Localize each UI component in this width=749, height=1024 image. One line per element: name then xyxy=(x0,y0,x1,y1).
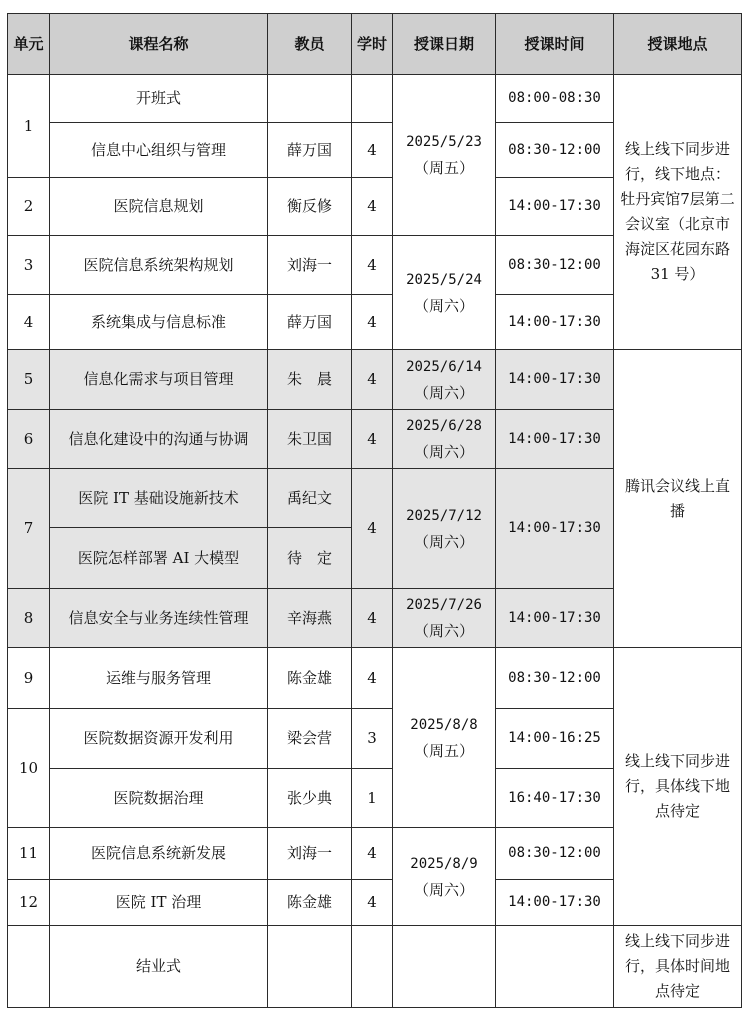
time-cell: 08:00-08:30 xyxy=(496,75,614,123)
hours-cell xyxy=(352,75,393,123)
teacher-cell: 薛万国 xyxy=(268,295,352,350)
teacher-cell: 陈金雄 xyxy=(268,648,352,709)
teacher-cell: 朱卫国 xyxy=(268,410,352,469)
location-cell: 线上线下同步进行，具体线下地点待定 xyxy=(614,648,742,926)
header-teacher: 教员 xyxy=(268,14,352,75)
time-cell: 08:30-12:00 xyxy=(496,648,614,709)
unit-cell: 10 xyxy=(8,709,50,828)
date-value: 2025/8/9 xyxy=(410,855,478,872)
date-cell xyxy=(393,236,496,350)
course-schedule-table xyxy=(7,13,742,1008)
date-cell xyxy=(393,589,496,648)
header-date: 授课日期 xyxy=(393,14,496,75)
unit-cell: 7 xyxy=(8,469,50,589)
teacher-cell: 辛海燕 xyxy=(268,589,352,648)
course-cell: 信息中心组织与管理 xyxy=(50,123,268,178)
teacher-cell: 陈金雄 xyxy=(268,880,352,926)
teacher-cell: 薛万国 xyxy=(268,123,352,178)
teacher-cell: 衡反修 xyxy=(268,178,352,236)
course-cell: 信息化需求与项目管理 xyxy=(50,350,268,410)
table-row xyxy=(8,926,742,1008)
table-row xyxy=(8,75,742,123)
location-cell: 腾讯会议线上直播 xyxy=(614,350,742,648)
date-value: 2025/5/23 xyxy=(406,134,482,150)
unit-cell xyxy=(8,926,50,1008)
time-cell: 14:00-17:30 xyxy=(496,295,614,350)
date-cell xyxy=(393,828,496,926)
teacher-cell: 梁会营 xyxy=(268,709,352,769)
date-cell xyxy=(393,350,496,410)
date-value: 2025/6/28 xyxy=(406,418,482,434)
header-course: 课程名称 xyxy=(50,14,268,75)
date-value: 2025/8/8 xyxy=(410,716,478,733)
weekday-value: （周六） xyxy=(413,532,474,551)
teacher-cell xyxy=(268,926,352,1008)
weekday-value: （周六） xyxy=(413,296,474,315)
course-cell: 系统集成与信息标准 xyxy=(50,295,268,350)
hours-cell: 4 xyxy=(352,469,393,589)
date-value: 2025/7/26 xyxy=(406,597,482,613)
date-value: 2025/6/14 xyxy=(406,358,482,375)
hours-cell: 4 xyxy=(352,178,393,236)
date-cell xyxy=(393,410,496,469)
header-row xyxy=(8,14,742,75)
time-cell: 08:30-12:00 xyxy=(496,828,614,880)
date-cell xyxy=(393,926,496,1008)
course-cell: 医院数据资源开发利用 xyxy=(50,709,268,769)
weekday-value: （周六） xyxy=(413,880,474,899)
hours-cell: 4 xyxy=(352,350,393,410)
hours-cell xyxy=(352,926,393,1008)
course-cell: 医院 IT 基础设施新技术 xyxy=(50,469,268,528)
weekday-value: （周五） xyxy=(413,159,474,177)
date-cell xyxy=(393,75,496,236)
date-value: 2025/5/24 xyxy=(406,271,482,288)
time-cell: 14:00-17:30 xyxy=(496,178,614,236)
teacher-cell xyxy=(268,75,352,123)
course-cell: 医院信息规划 xyxy=(50,178,268,236)
course-cell: 医院信息系统新发展 xyxy=(50,828,268,880)
hours-cell: 4 xyxy=(352,828,393,880)
course-cell: 结业式 xyxy=(50,926,268,1008)
course-cell: 开班式 xyxy=(50,75,268,123)
hours-cell: 4 xyxy=(352,648,393,709)
course-cell: 信息化建设中的沟通与协调 xyxy=(50,410,268,469)
hours-cell: 4 xyxy=(352,236,393,295)
time-cell: 14:00-17:30 xyxy=(496,350,614,410)
unit-cell: 8 xyxy=(8,589,50,648)
hours-cell: 4 xyxy=(352,880,393,926)
weekday-value: （周五） xyxy=(413,741,474,760)
teacher-cell: 刘海一 xyxy=(268,236,352,295)
unit-cell: 12 xyxy=(8,880,50,926)
location-cell: 线上线下同步进行，线下地点：牡丹宾馆7层第二会议室（北京市海淀区花园东路 31 号） xyxy=(614,75,742,350)
teacher-cell: 禹纪文 xyxy=(268,469,352,528)
time-cell: 14:00-17:30 xyxy=(496,589,614,648)
time-cell: 14:00-17:30 xyxy=(496,880,614,926)
date-cell xyxy=(393,648,496,828)
unit-cell: 3 xyxy=(8,236,50,295)
hours-cell: 4 xyxy=(352,410,393,469)
weekday-value: （周六） xyxy=(413,383,474,402)
date-value: 2025/7/12 xyxy=(406,507,482,524)
course-cell: 运维与服务管理 xyxy=(50,648,268,709)
weekday-value: （周六） xyxy=(413,443,474,461)
header-time: 授课时间 xyxy=(496,14,614,75)
teacher-cell: 待 定 xyxy=(268,528,352,589)
course-cell: 医院怎样部署 AI 大模型 xyxy=(50,528,268,589)
header-hours: 学时 xyxy=(352,14,393,75)
course-cell: 医院信息系统架构规划 xyxy=(50,236,268,295)
time-cell: 08:30-12:00 xyxy=(496,123,614,178)
date-cell xyxy=(393,469,496,589)
time-cell: 14:00-17:30 xyxy=(496,410,614,469)
table-row xyxy=(8,648,742,709)
unit-cell: 5 xyxy=(8,350,50,410)
unit-cell: 6 xyxy=(8,410,50,469)
teacher-cell: 刘海一 xyxy=(268,828,352,880)
hours-cell: 4 xyxy=(352,295,393,350)
unit-cell: 4 xyxy=(8,295,50,350)
time-cell: 14:00-16:25 xyxy=(496,709,614,769)
course-cell: 医院 IT 治理 xyxy=(50,880,268,926)
time-cell xyxy=(496,926,614,1008)
unit-cell: 9 xyxy=(8,648,50,709)
hours-cell: 4 xyxy=(352,123,393,178)
unit-cell: 1 xyxy=(8,75,50,178)
header-unit: 单元 xyxy=(8,14,50,75)
table-row xyxy=(8,350,742,410)
hours-cell: 3 xyxy=(352,709,393,769)
time-cell: 16:40-17:30 xyxy=(496,769,614,828)
course-cell: 信息安全与业务连续性管理 xyxy=(50,589,268,648)
unit-cell: 11 xyxy=(8,828,50,880)
location-cell: 线上线下同步进行，具体时间地点待定 xyxy=(614,926,742,1008)
weekday-value: （周六） xyxy=(413,622,474,640)
header-location: 授课地点 xyxy=(614,14,742,75)
time-cell: 14:00-17:30 xyxy=(496,469,614,589)
teacher-cell: 张少典 xyxy=(268,769,352,828)
time-cell: 08:30-12:00 xyxy=(496,236,614,295)
unit-cell: 2 xyxy=(8,178,50,236)
hours-cell: 1 xyxy=(352,769,393,828)
hours-cell: 4 xyxy=(352,589,393,648)
course-cell: 医院数据治理 xyxy=(50,769,268,828)
teacher-cell: 朱 晨 xyxy=(268,350,352,410)
